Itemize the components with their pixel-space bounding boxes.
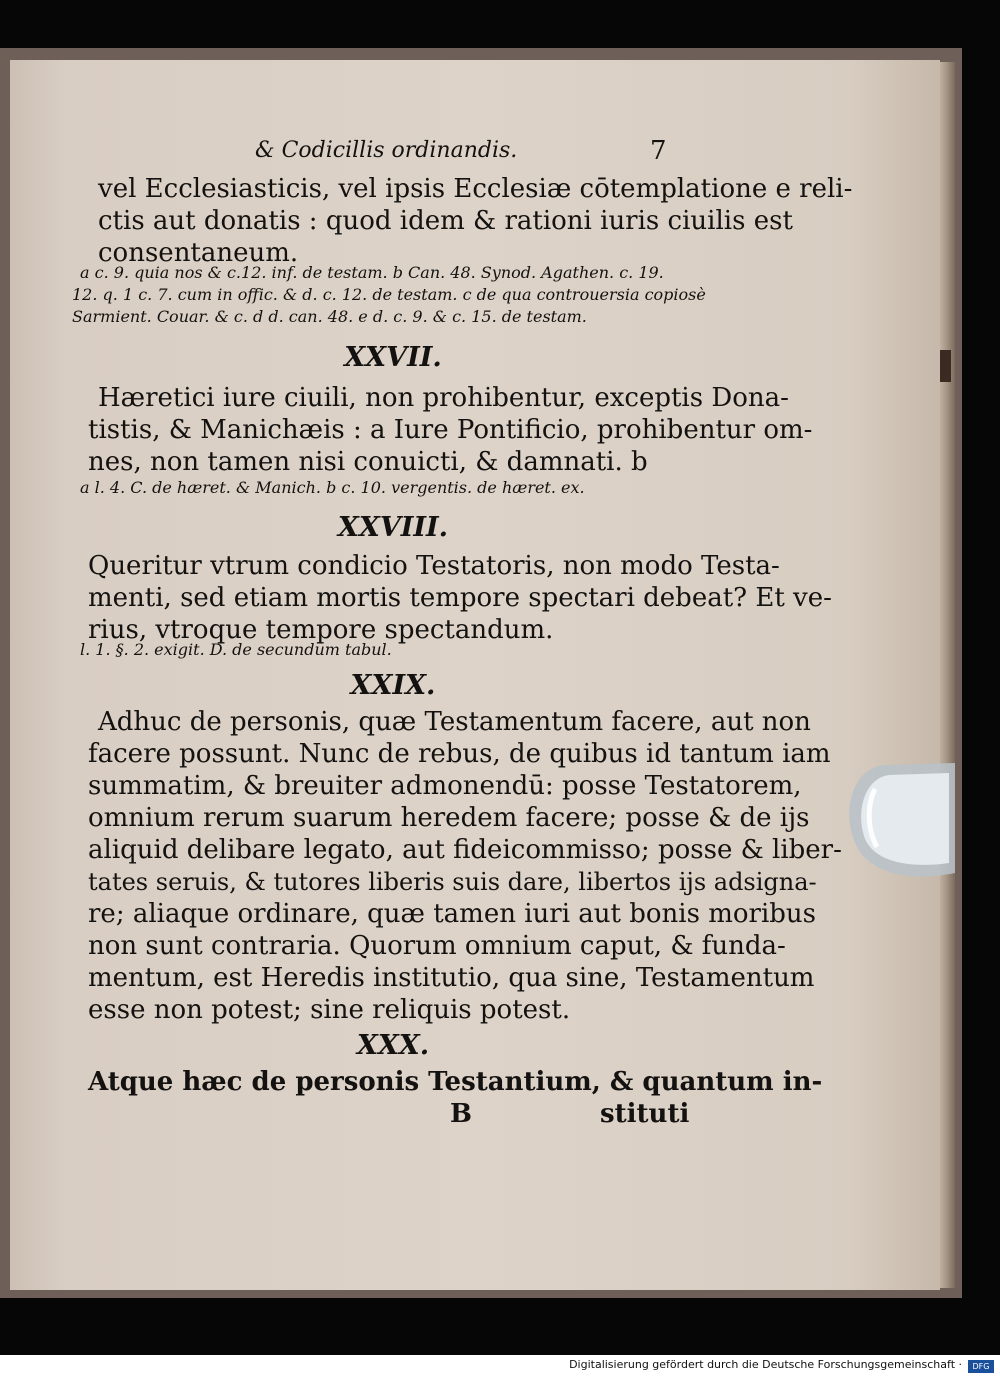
text-line: vel Ecclesiasticis, vel ipsis Ecclesiæ cōtemplatione e reli- [98, 174, 853, 204]
footnote-line: l. 1. §. 2. exigit. D. de secundum tabul. [80, 640, 392, 659]
text-line: tistis, & Manichæis : a Iure Pontificio, prohibentur om- [88, 415, 813, 445]
book-page [10, 60, 940, 1290]
section-number: XXVII. [344, 342, 442, 373]
text-line: Adhuc de personis, quæ Testamentum facere, aut non [98, 707, 811, 737]
text-line: facere possunt. Nunc de rebus, de quibus id tantum iam [88, 739, 831, 769]
footer-bar [0, 1355, 1000, 1378]
text-line: non sunt contraria. Quorum omnium caput, & funda- [88, 931, 786, 961]
footer-credit: Digitalisierung gefördert durch die Deutsche Forschungsgemeinschaft · [569, 1358, 962, 1371]
page-number: 7 [650, 136, 667, 166]
text-line: tates seruis, & tutores liberis suis dare, libertos ijs adsigna- [88, 868, 817, 896]
footnote-line: a c. 9. quia nos & c.12. inf. de testam. b Can. 48. Synod. Agathen. c. 19. [80, 263, 664, 282]
text-line: nes, non tamen nisi conuicti, & damnati. b [88, 447, 648, 477]
text-line: Queritur vtrum condicio Testatoris, non modo Testa- [88, 551, 780, 581]
signature-mark: B [450, 1099, 472, 1129]
footnote-line: 12. q. 1 c. 7. cum in offic. & d. c. 12. de testam. c de qua controuersia copiosè [72, 285, 706, 304]
text-line: rius, vtroque tempore spectandum. [88, 615, 554, 645]
text-line: re; aliaque ordinare, quæ tamen iuri aut bonis moribus [88, 899, 817, 929]
section-number: XXX. [356, 1030, 430, 1061]
catchword: stituti [600, 1099, 690, 1129]
text-line: Hæretici iure ciuili, non prohibentur, exceptis Dona- [98, 383, 789, 413]
text-line: omnium rerum suarum heredem facere; posse & de ijs [88, 803, 810, 833]
text-line: esse non potest; sine reliquis potest. [88, 995, 571, 1025]
text-line: summatim, & breuiter admonendū: posse Testatorem, [88, 771, 802, 801]
running-header: & Codicillis ordinandis. [255, 138, 518, 163]
section-number: XXVIII. [337, 512, 449, 543]
text-line: Atque hæc de personis Testantium, & quantum in- [88, 1067, 823, 1097]
text-line: ctis aut donatis : quod idem & rationi iuris ciuilis est [98, 206, 793, 236]
dfg-logo: DFG [968, 1360, 994, 1373]
footnote-line: a l. 4. C. de hæret. & Manich. b c. 10. vergentis. de hæret. ex. [80, 478, 585, 497]
text-line: consentaneum. [98, 238, 299, 268]
glass-page-weight [845, 755, 955, 885]
section-number: XXIX. [350, 670, 436, 701]
footnote-line: Sarmient. Couar. & c. d d. can. 48. e d. c. 9. & c. 15. de testam. [72, 307, 587, 326]
text-line: aliquid delibare legato, aut fideicommisso; posse & liber- [88, 835, 842, 865]
text-line: menti, sed etiam mortis tempore spectari debeat? Et ve- [88, 583, 832, 613]
text-line: mentum, est Heredis institutio, qua sine, Testamentum [88, 963, 815, 993]
